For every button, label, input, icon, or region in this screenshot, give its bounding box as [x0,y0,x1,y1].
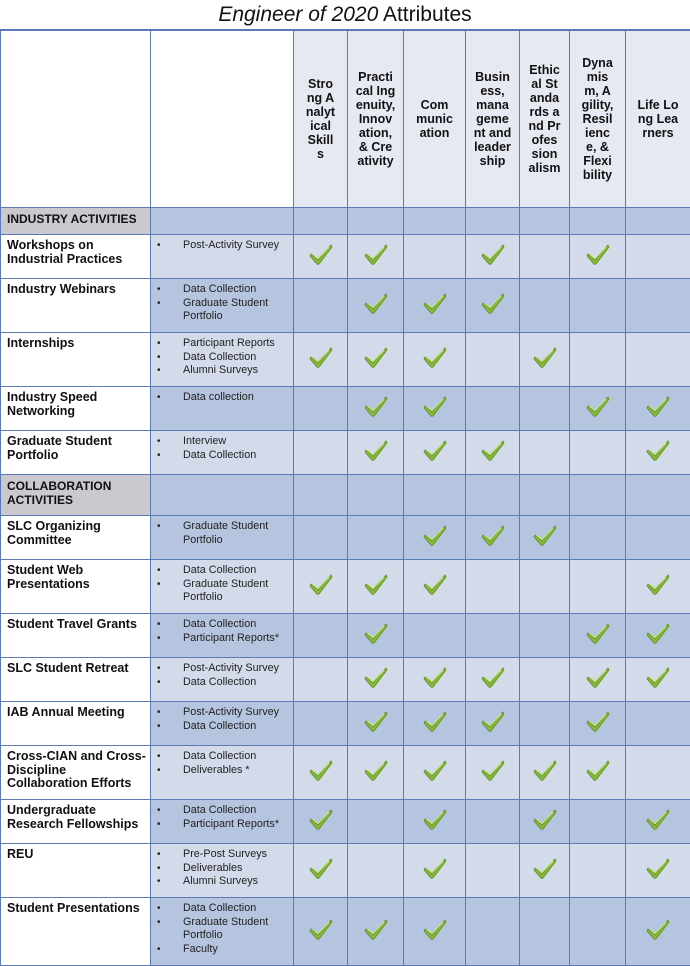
attribute-cell [294,800,348,844]
attribute-cell [404,560,466,614]
checkmark-icon [422,523,448,547]
attribute-cell [626,614,690,658]
attribute-cell [348,235,404,279]
activity-name: Industry Webinars [1,279,151,333]
attribute-cell [466,516,520,560]
attribute-cell [348,387,404,431]
evaluation-item: • Data collection [157,391,289,405]
attribute-cell [294,235,348,279]
evaluation-item: • Data Collection [157,804,289,818]
section-cell [570,208,626,235]
attribute-cell [466,844,520,898]
checkmark-icon [308,807,334,831]
table-row [1,431,690,475]
evaluation-methods [151,658,294,702]
checkmark-icon [422,572,448,596]
checkmark-icon [363,917,389,941]
evaluation-item: • Post-Activity Survey [157,706,289,720]
checkmark-icon [363,242,389,266]
evaluation-item: • Pre-Post Surveys [157,848,289,862]
activity-name: IAB Annual Meeting [1,702,151,746]
checkmark-icon [363,665,389,689]
attribute-label: Life Long Learners [636,98,680,140]
attribute-cell [466,235,520,279]
attribute-cell [520,279,570,333]
attribute-header [294,31,348,208]
attribute-cell [466,746,520,800]
attribute-cell [404,898,466,966]
section-cell [151,475,294,516]
attribute-cell [520,333,570,387]
attribute-label: Business, management and leadership [474,70,512,168]
attribute-cell [294,333,348,387]
attribute-cell [294,658,348,702]
activity-name: Industry Speed Networking [1,387,151,431]
attribute-cell [466,800,520,844]
attribute-cell [626,516,690,560]
attribute-cell [348,614,404,658]
attribute-cell [294,702,348,746]
attribute-cell [626,279,690,333]
checkmark-icon [480,665,506,689]
evaluation-item: • Data Collection [157,902,289,916]
evaluation-item: • Post-Activity Survey [157,239,289,253]
checkmark-icon [422,758,448,782]
checkmark-icon [422,665,448,689]
checkmark-icon [363,758,389,782]
attribute-cell [294,898,348,966]
attribute-header [570,31,626,208]
attribute-cell [520,898,570,966]
checkmark-icon [422,807,448,831]
checkmark-icon [645,621,671,645]
checkmark-icon [480,758,506,782]
attribute-cell [348,560,404,614]
evaluation-item: • Graduate Student Portfolio [157,297,289,324]
section-cell [520,475,570,516]
section-cell [466,475,520,516]
attribute-cell [570,658,626,702]
evaluation-item: • Data Collection [157,564,289,578]
attribute-cell [520,844,570,898]
attribute-cell [570,746,626,800]
attribute-cell [404,746,466,800]
checkmark-icon [308,917,334,941]
evaluation-item: • Data Collection [157,750,289,764]
attribute-header [466,31,520,208]
attribute-cell [404,235,466,279]
header-blank [151,31,294,208]
attribute-cell [570,702,626,746]
table-row [1,614,690,658]
activity-name: Workshops on Industrial Practices [1,235,151,279]
evaluation-methods [151,844,294,898]
attribute-cell [520,658,570,702]
activity-name: REU [1,844,151,898]
attribute-cell [626,387,690,431]
evaluation-item: • Data Collection [157,720,289,734]
table-row [1,800,690,844]
attribute-cell [626,746,690,800]
section-cell [626,475,690,516]
evaluation-methods [151,746,294,800]
evaluation-item: • Data Collection [157,283,289,297]
section-cell [466,208,520,235]
checkmark-icon [308,856,334,880]
checkmark-icon [645,807,671,831]
section-cell [348,208,404,235]
evaluation-item: • Data Collection [157,449,289,463]
checkmark-icon [645,917,671,941]
evaluation-methods [151,614,294,658]
evaluation-methods [151,898,294,966]
attribute-cell [294,844,348,898]
evaluation-item: • Data Collection [157,618,289,632]
checkmark-icon [480,291,506,315]
attribute-cell [570,898,626,966]
attribute-label: Dynamism, Agility, Resilience, & Flexibility [582,56,614,182]
attribute-cell [404,387,466,431]
section-cell [404,475,466,516]
activity-name: Internships [1,333,151,387]
evaluation-methods [151,279,294,333]
checkmark-icon [422,709,448,733]
section-cell [626,208,690,235]
attribute-cell [404,702,466,746]
checkmark-icon [585,394,611,418]
checkmark-icon [363,394,389,418]
attribute-cell [626,333,690,387]
evaluation-methods [151,560,294,614]
attribute-cell [466,387,520,431]
attribute-cell [348,746,404,800]
section-cell [404,208,466,235]
activity-name: Student Travel Grants [1,614,151,658]
attribute-cell [348,800,404,844]
attribute-cell [570,279,626,333]
checkmark-icon [480,523,506,547]
evaluation-methods [151,702,294,746]
attribute-cell [348,516,404,560]
attribute-cell [520,235,570,279]
attribute-cell [294,560,348,614]
table-row [1,702,690,746]
checkmark-icon [308,242,334,266]
table-row [1,560,690,614]
attribute-cell [348,844,404,898]
checkmark-icon [363,438,389,462]
evaluation-methods [151,333,294,387]
attribute-cell [520,431,570,475]
attribute-cell [570,614,626,658]
checkmark-icon [585,709,611,733]
attribute-cell [570,431,626,475]
checkmark-icon [422,856,448,880]
evaluation-item: • Participant Reports* [157,632,289,646]
checkmark-icon [532,856,558,880]
evaluation-item: • Graduate Student Portfolio [157,916,289,943]
attribute-cell [466,702,520,746]
checkmark-icon [422,438,448,462]
checkmark-icon [422,345,448,369]
checkmark-icon [532,345,558,369]
evaluation-methods [151,431,294,475]
attribute-cell [404,844,466,898]
checkmark-icon [422,291,448,315]
attribute-cell [520,387,570,431]
attribute-cell [294,614,348,658]
attribute-cell [520,516,570,560]
checkmark-icon [363,572,389,596]
attribute-cell [294,746,348,800]
attribute-cell [466,560,520,614]
table-row [1,333,690,387]
evaluation-item: • Graduate Student Portfolio [157,520,289,547]
checkmark-icon [532,758,558,782]
attribute-cell [570,387,626,431]
attribute-cell [404,614,466,658]
section-cell [294,208,348,235]
attribute-cell [466,614,520,658]
attribute-cell [294,279,348,333]
page-title: Engineer of 2020 Attributes [0,0,690,30]
activity-name: Undergraduate Research Fellowships [1,800,151,844]
activity-name: Student Presentations [1,898,151,966]
evaluation-item: • Deliverables * [157,764,289,778]
activity-name: Student Web Presentations [1,560,151,614]
checkmark-icon [422,917,448,941]
attribute-cell [570,844,626,898]
attribute-cell [626,560,690,614]
checkmark-icon [645,438,671,462]
attribute-cell [626,898,690,966]
evaluation-item: • Post-Activity Survey [157,662,289,676]
section-cell [520,208,570,235]
table-row [1,516,690,560]
attribute-label: Strong Analytical Skills [305,77,337,161]
evaluation-item: • Graduate Student Portfolio [157,578,289,605]
evaluation-item: • Alumni Surveys [157,364,289,378]
header-blank [1,31,151,208]
table-row [1,387,690,431]
table-row [1,279,690,333]
evaluation-item: • Deliverables [157,862,289,876]
attribute-cell [404,516,466,560]
attribute-cell [348,658,404,702]
checkmark-icon [532,523,558,547]
evaluation-item: • Participant Reports [157,337,289,351]
section-cell [348,475,404,516]
checkmark-icon [480,709,506,733]
attribute-cell [570,560,626,614]
attribute-cell [294,516,348,560]
section-label: COLLABORATION ACTIVITIES [1,475,151,516]
section-row [1,208,690,235]
activity-name: Graduate Student Portfolio [1,431,151,475]
attribute-cell [570,333,626,387]
evaluation-methods [151,387,294,431]
checkmark-icon [308,572,334,596]
evaluation-item: • Data Collection [157,676,289,690]
activity-name: Cross-CIAN and Cross-Discipline Collaboration Efforts [1,746,151,800]
attribute-cell [294,431,348,475]
attribute-cell [294,387,348,431]
evaluation-item: • Data Collection [157,351,289,365]
table-row [1,235,690,279]
checkmark-icon [585,665,611,689]
checkmark-icon [422,394,448,418]
attribute-cell [348,333,404,387]
attribute-cell [466,279,520,333]
evaluation-methods [151,235,294,279]
activity-name: SLC Organizing Committee [1,516,151,560]
table-row [1,746,690,800]
checkmark-icon [585,242,611,266]
attribute-cell [570,800,626,844]
attribute-cell [520,702,570,746]
table-row [1,844,690,898]
attribute-cell [520,800,570,844]
checkmark-icon [363,345,389,369]
evaluation-item: • Interview [157,435,289,449]
attribute-cell [626,235,690,279]
attribute-cell [626,844,690,898]
attribute-cell [520,560,570,614]
checkmark-icon [480,438,506,462]
attributes-table [0,30,690,966]
attribute-cell [466,898,520,966]
attribute-cell [466,431,520,475]
table-row [1,898,690,966]
checkmark-icon [532,807,558,831]
checkmark-icon [585,758,611,782]
attribute-cell [348,279,404,333]
evaluation-item: • Faculty [157,943,289,957]
evaluation-methods [151,516,294,560]
checkmark-icon [645,665,671,689]
attribute-cell [520,614,570,658]
section-cell [294,475,348,516]
attribute-cell [404,333,466,387]
attribute-header [520,31,570,208]
section-label: INDUSTRY ACTIVITIES [1,208,151,235]
checkmark-icon [308,758,334,782]
section-row [1,475,690,516]
checkmark-icon [645,394,671,418]
attribute-cell [626,800,690,844]
attribute-label: Practical Ingenuity, Innovation, & Creativity [356,70,396,168]
attribute-cell [348,702,404,746]
section-cell [151,208,294,235]
attribute-cell [348,431,404,475]
table-row [1,658,690,702]
checkmark-icon [585,621,611,645]
attribute-cell [570,516,626,560]
attribute-cell [466,333,520,387]
checkmark-icon [308,345,334,369]
attribute-header [626,31,690,208]
attribute-cell [570,235,626,279]
checkmark-icon [363,291,389,315]
evaluation-item: • Participant Reports* [157,818,289,832]
checkmark-icon [480,242,506,266]
checkmark-icon [363,709,389,733]
checkmark-icon [645,856,671,880]
attribute-cell [520,746,570,800]
section-cell [570,475,626,516]
attribute-cell [626,702,690,746]
attribute-label: Ethical Standards and Professionalism [529,63,561,175]
attribute-header [348,31,404,208]
evaluation-methods [151,800,294,844]
attribute-header [404,31,466,208]
attribute-cell [466,658,520,702]
checkmark-icon [645,572,671,596]
checkmark-icon [363,621,389,645]
attribute-label: Communication [416,98,454,140]
evaluation-item: • Alumni Surveys [157,875,289,889]
attribute-cell [404,658,466,702]
attribute-cell [404,800,466,844]
attribute-cell [348,898,404,966]
attribute-cell [626,431,690,475]
activity-name: SLC Student Retreat [1,658,151,702]
attribute-cell [404,431,466,475]
attribute-cell [404,279,466,333]
attribute-cell [626,658,690,702]
